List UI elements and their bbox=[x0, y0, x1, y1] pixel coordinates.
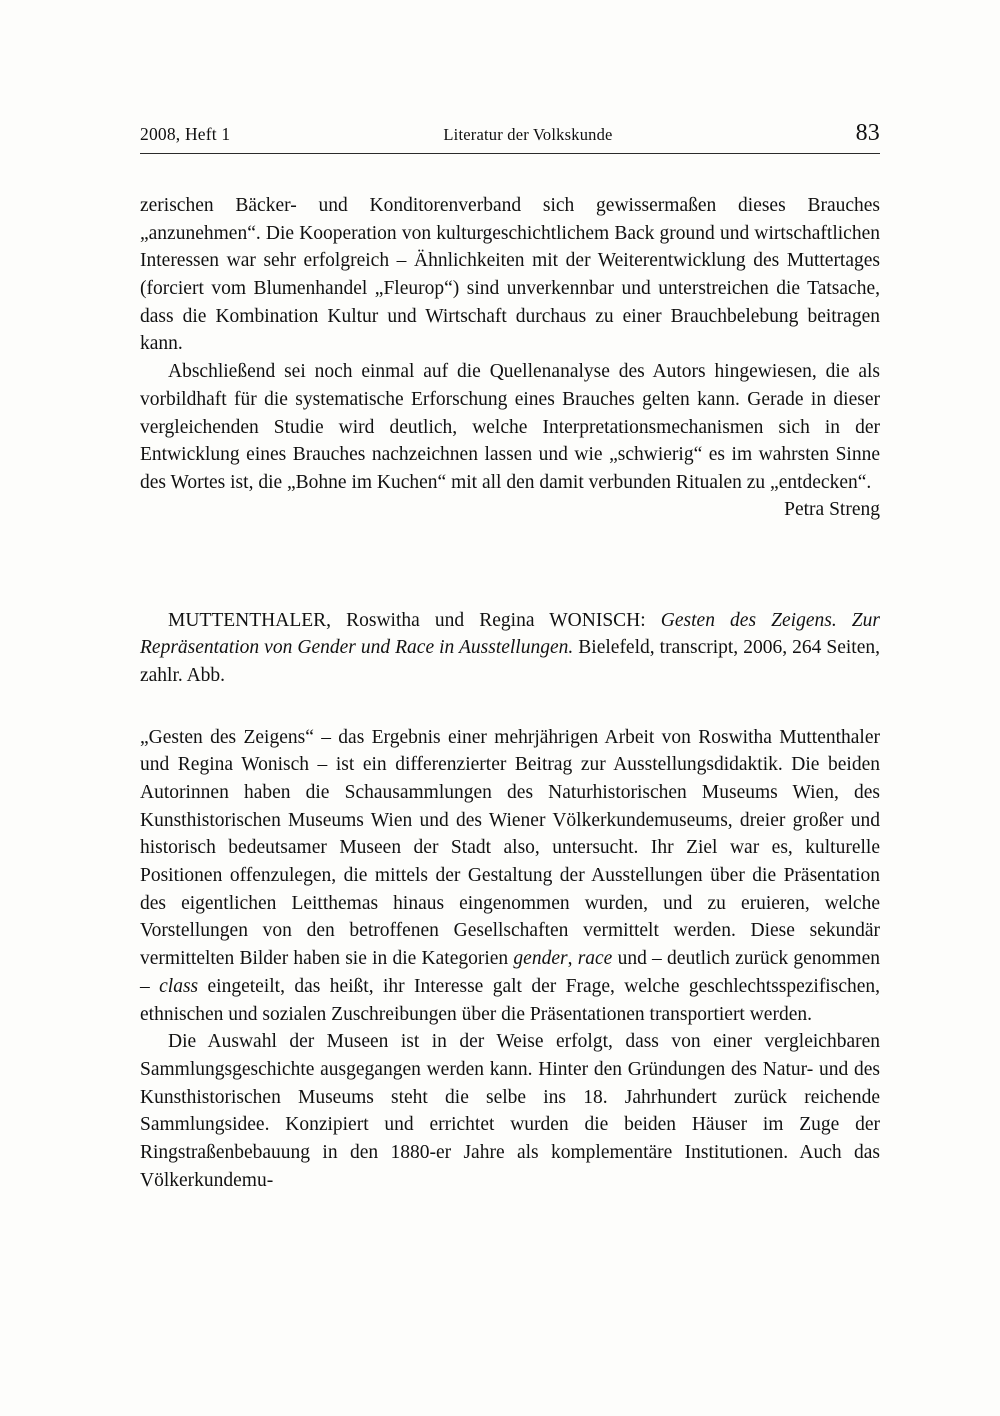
paragraph-continuation: zerischen Bäcker- und Konditorenverband sich gewissermaßen dieses Brauches „anzunehmen“. Die Kooperation von kulturgeschichtlichem Back ground und wirtschaftlichen Interessen war sehr erfolgreich – Ähnlichkeiten mit der Weiterentwicklung des Muttertages (forciert vom Blumenhandel „Fleurop“) sind unverkennbar und unterstreichen die Tatsache, dass die Kombination Kultur und Wirtschaft durchaus zu einer Brauchbelebung beitragen kann. bbox=[140, 195, 880, 355]
citation-title: Gesten des Zeigens. Zur Repräsentation von Gender und Race in Ausstellungen. bbox=[140, 609, 880, 659]
page-number: 83 bbox=[855, 120, 880, 146]
citation-authors: MUTTENTHALER, Roswitha und Regina WONISCH: bbox=[168, 609, 661, 631]
term-class: class bbox=[159, 975, 199, 997]
running-head-center: Literatur der Volkskunde bbox=[443, 125, 613, 144]
term-gender: gender bbox=[513, 948, 568, 970]
running-head-left: 2008, Heft 1 bbox=[140, 124, 231, 144]
section-gap bbox=[140, 521, 880, 607]
paragraph-conclusion: Abschließend sei noch einmal auf die Quellenanalyse des Autors hingewiesen, die als vorbildhaft für die systematische Erforschung eines Brauches gelten kann. Gerade in dieser vergleichenden Studie wird deutlich, welche Interpretationsmechanismen sich in der Entwicklung eines Brauches nachzeichnen lassen und wie „schwierig“ es im wahrsten Sinne des Wortes ist, die „Bohne im Kuchen“ mit all den damit verbunden Ritualen zu „entdecken“. bbox=[140, 361, 880, 493]
review-p1-part-c: und – deutlich zurück genommen – bbox=[140, 948, 881, 997]
review-p1-part-d: eingeteilt, das heißt, ihr Interesse galt der Frage, welche geschlechtsspezifischen, ethnischen und sozialen Zuschreibungen über die Präsentationen transportiert werden. bbox=[140, 975, 880, 1025]
book-citation bbox=[140, 607, 880, 690]
review-p1-part-b: , bbox=[567, 948, 578, 970]
review-paragraph-1 bbox=[140, 724, 880, 1029]
review-signature: Petra Streng bbox=[784, 498, 880, 520]
term-race: race bbox=[577, 948, 613, 970]
citation-imprint: Bielefeld, transcript, 2006, 264 Seiten, zahlr. Abb. bbox=[140, 637, 880, 686]
page-content bbox=[140, 120, 880, 1194]
review-paragraph-2: Die Auswahl der Museen ist in der Weise erfolgt, dass von einer vergleichbaren Sammlungsgeschichte ausgegangen werden kann. Hinter den Gründungen des Natur- und des Kunsthistorischen Museums steht die selbe ins 18. Jahrhundert zurück reichende Sammlungsidee. Konzipiert und errichtet wurden die beiden Häuser im Zuge der Ringstraßenbebauung in den 1880-er Jahre als komplementäre Institutionen. Auch das Völkerkundemu- bbox=[140, 1031, 880, 1191]
citation-gap bbox=[140, 690, 880, 724]
review-p1-part-a: „Gesten des Zeigens“ – das Ergebnis einer mehrjährigen Arbeit von Roswitha Muttenthaler und Regina Wonisch – ist ein differenzierter Beitrag zur Ausstellungsdidaktik. Die beiden Autorinnen haben die Schausammlungen des Naturhistorischen Museums Wien, des Kunsthistorischen Museums Wien und des Wiener Völkerkundemuseums, dreier großer und historisch bedeutsamer Museen der Stadt also, untersucht. Ihr Ziel war es, kulturelle Positionen offenzulegen, die mittels der Gestaltung der Ausstellungen über die Präsentation des eigentlichen Leitthemas hinaus eingenommen wurden, und zu eruieren, welche Vorstellungen von den betroffenen Gesellschaften vermittelt werden. Diese sekundär vermittelten Bilder haben sie in die Kategorien bbox=[140, 726, 880, 970]
running-head bbox=[140, 120, 880, 154]
